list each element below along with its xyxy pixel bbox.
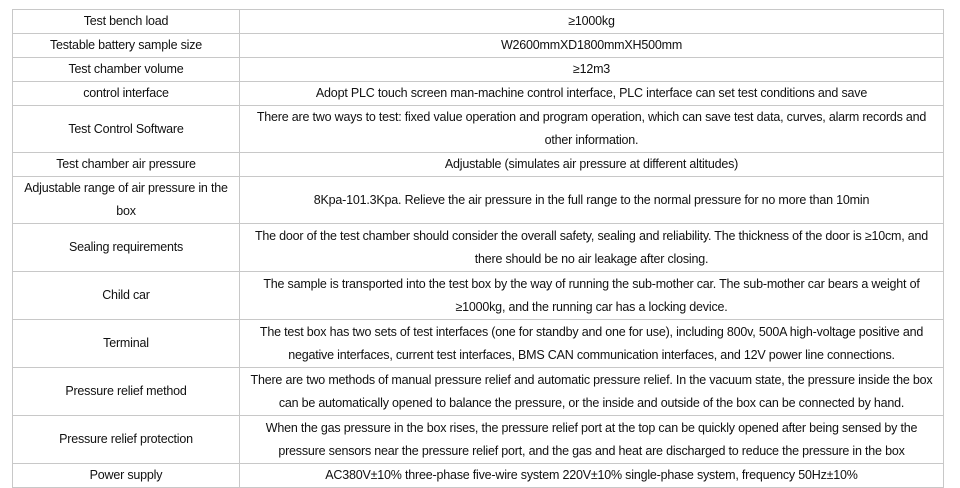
table-row-control-software [13,106,944,153]
row-label: Adjustable range of air pressure in the box [13,177,240,224]
row-label: Test bench load [13,10,240,34]
row-value: There are two methods of manual pressure relief and automatic pressure relief. In the vacuum state, the pressure inside the box can be automatically opened to balance the pressure, or the inside and outside of the box can be connected by hand. [240,368,944,416]
table-row-chamber-volume [13,58,944,82]
row-value: ≥12m3 [240,58,944,82]
row-value: W2600mmXD1800mmXH500mm [240,34,944,58]
row-label: Testable battery sample size [13,34,240,58]
row-value: AC380V±10% three-phase five-wire system 220V±10% single-phase system, frequency 50Hz±10% [240,464,944,488]
table-row-control-interface [13,82,944,106]
table-row-power-supply [13,464,944,488]
table-row-pressure-range [13,177,944,224]
spec-table-body [13,10,944,488]
row-label: Test chamber volume [13,58,240,82]
row-label: Pressure relief method [13,368,240,416]
row-value: The sample is transported into the test box by the way of running the sub-mother car. The sub-mother car bears a weight of ≥1000kg, and the running car has a locking device. [240,272,944,320]
row-label: control interface [13,82,240,106]
row-value: The door of the test chamber should consider the overall safety, sealing and reliability. The thickness of the door is ≥10cm, and there should be no air leakage after closing. [240,224,944,272]
table-row-pressure-relief-protection [13,416,944,464]
table-row-sealing-requirements [13,224,944,272]
table-row-sample-size [13,34,944,58]
table-row-chamber-air-pressure [13,153,944,177]
table-row-child-car [13,272,944,320]
table-row-test-bench-load [13,10,944,34]
row-label: Sealing requirements [13,224,240,272]
row-value: 8Kpa-101.3Kpa. Relieve the air pressure in the full range to the normal pressure for no more than 10min [240,177,944,224]
row-value: When the gas pressure in the box rises, the pressure relief port at the top can be quickly opened after being sensed by the pressure sensors near the pressure relief port, and the gas and heat are discharged to reduce the pressure in the box [240,416,944,464]
table-row-terminal [13,320,944,368]
row-value: Adopt PLC touch screen man-machine control interface, PLC interface can set test conditions and save [240,82,944,106]
row-value: Adjustable (simulates air pressure at different altitudes) [240,153,944,177]
spec-table [12,9,944,488]
table-row-pressure-relief-method [13,368,944,416]
row-label: Terminal [13,320,240,368]
row-label: Child car [13,272,240,320]
row-label: Test Control Software [13,106,240,153]
row-value: There are two ways to test: fixed value operation and program operation, which can save test data, curves, alarm records and other information. [240,106,944,153]
row-value: The test box has two sets of test interfaces (one for standby and one for use), including 800v, 500A high-voltage positive and negative interfaces, current test interfaces, BMS CAN communication interfaces, and 12V power line connections. [240,320,944,368]
row-label: Power supply [13,464,240,488]
row-label: Test chamber air pressure [13,153,240,177]
row-value: ≥1000kg [240,10,944,34]
row-label: Pressure relief protection [13,416,240,464]
